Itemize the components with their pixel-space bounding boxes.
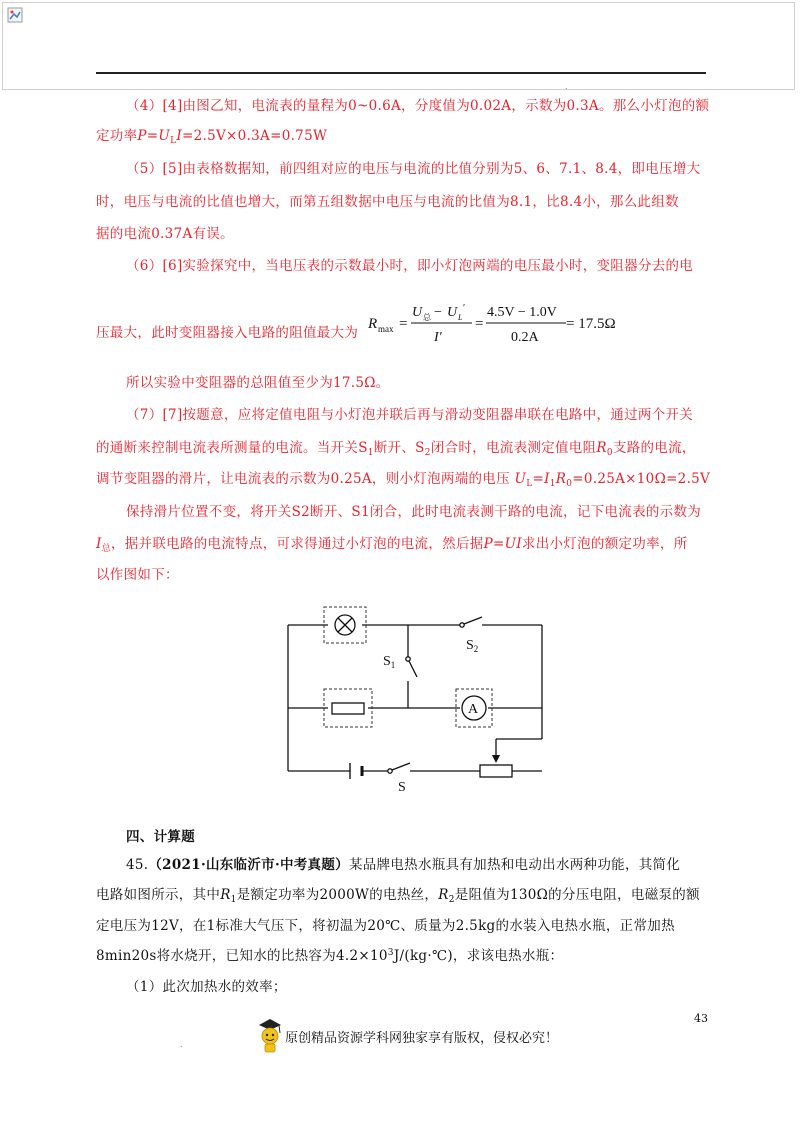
svg-text:R: R xyxy=(368,316,378,332)
question-45-line-3: 定电压为12V，在1标准大气压下，将初温为20℃、质量为2.5kg的水装入电热水瓶，正常加热 xyxy=(96,918,675,934)
question-45-line-4: 8min20s将水烧开，已知水的比热容为$4.2\times 10^3J/(kg\cdot℃)$，求该电热水瓶： xyxy=(96,948,564,964)
mascot-logo-icon xyxy=(255,1017,285,1055)
copyright-footer: 原创精品资源学科网独家享有版权，侵权必究！ xyxy=(285,1031,559,1046)
svg-text:I′: I′ xyxy=(434,330,442,345)
section-title: 四、计算题 xyxy=(126,829,195,845)
answer-6-line-3: 所以实验中变阻器的总阻值至少为17.5Ω。 xyxy=(126,375,390,391)
svg-text:S1: $S_1$ xyxy=(383,654,396,670)
formula-r-max xyxy=(368,298,668,348)
dot-mark: . xyxy=(565,82,568,91)
page-header-box xyxy=(2,2,795,90)
svg-text:U: U xyxy=(412,305,423,320)
answer-7-line-3: 调节变阻器的滑片，让电流表的示数为0.25A，则小灯泡两端的电压 $U_L=I_1R_0=0.25A\times 10\Omega=2.5V$ xyxy=(96,471,711,489)
answer-4-line-1: （4）[4]由图乙知，电流表的量程为0~0.6A，分度值为0.02A，示数为0.3A。那么小灯泡的额 xyxy=(126,98,710,114)
question-45-sub-1: （1）此次加热水的效率； xyxy=(126,979,287,995)
svg-text:max: max xyxy=(378,324,394,334)
formula-denominator: 0.2A xyxy=(511,330,539,345)
answer-6-line-1: （6）[6]实验探究中，当电压表的示数最小时，即小灯泡两端的电压最小时，变阻器分去的电 xyxy=(126,258,694,274)
dot-mark: . xyxy=(180,1040,183,1049)
svg-text:总: 总 xyxy=(423,313,431,322)
answer-4-line-2: 定功率$P=U_LI=2.5V\times 0.3A=0.75W$ xyxy=(96,128,328,146)
svg-text:=: = xyxy=(475,316,484,332)
svg-text:L: L xyxy=(458,313,463,322)
svg-text:′: ′ xyxy=(463,303,466,314)
answer-7-line-6: 以作图如下： xyxy=(96,567,179,583)
ammeter-label: A xyxy=(468,702,479,717)
page-number: 43 xyxy=(694,1012,708,1025)
header-rule xyxy=(96,72,706,74)
answer-7-line-1: （7）[7]按题意，应将定值电阻与小灯泡并联后再与滑动变阻器串联在电路中，通过两个开关 xyxy=(126,407,694,423)
answer-6-line-2: 压最大，此时变阻器接入电路的阻值最大为 xyxy=(96,325,359,341)
answer-7-line-2: 的通断来控制电流表所测量的电流。当开关$S_1$断开、$S_2$闭合时，电流表测定值电阻$R_0$支路的电流， xyxy=(96,440,696,458)
svg-text:=: = xyxy=(399,316,408,332)
ammeter-icon xyxy=(462,696,486,720)
formula-result: = 17.5Ω xyxy=(566,316,616,332)
answer-7-line-4: 保持滑片位置不变，将开关S2断开、S1闭合，此时电流表测干路的电流，记下电流表的示数为 xyxy=(126,504,702,520)
lamp-icon xyxy=(335,615,355,635)
question-45-line-2: 电路如图所示，其中$R_1$是额定功率为2000W的电热丝，$R_2$是阻值为130Ω的分压电阻，电磁泵的额 xyxy=(96,887,700,905)
broken-image-icon xyxy=(7,7,23,23)
answer-7-line-5: $I_总$，据并联电路的电流特点，可求得通过小灯泡的电流，然后据P=UI求出小灯泡的额定功率，所 xyxy=(96,536,688,554)
svg-text:S2: $S_2$ xyxy=(466,638,479,654)
question-45-line-1: 45.（2021·山东临沂市·中考真题）某品牌电热水瓶具有加热和电动出水两种功能，其简化 xyxy=(126,857,681,873)
circuit-diagram xyxy=(280,595,560,795)
answer-5-line-2: 时，电压与电流的比值也增大，而第五组数据中电压与电流的比值为8.1，比8.4小，那么此组数 xyxy=(96,194,679,210)
svg-text:U: U xyxy=(447,305,458,320)
resistor-icon xyxy=(332,703,364,714)
answer-5-line-3: 据的电流0.37A有误。 xyxy=(96,226,234,242)
answer-5-line-1: （5）[5]由表格数据知，前四组对应的电压与电流的比值分别为5、6、7.1、8.4，即电压增大 xyxy=(126,161,701,177)
svg-text:−: − xyxy=(434,305,442,320)
formula-numerator: 4.5V − 1.0V xyxy=(487,305,557,320)
switch-s-label: S xyxy=(398,780,406,795)
